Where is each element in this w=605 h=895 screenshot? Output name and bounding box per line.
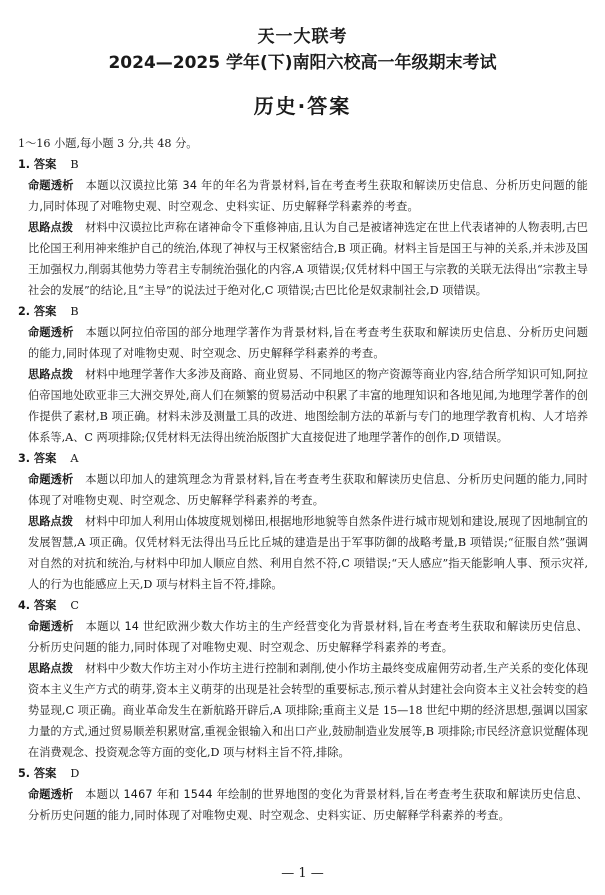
- hint-label: 思路点拨: [28, 368, 74, 381]
- answer-letter: B: [70, 158, 79, 171]
- hint-text: 材料中少数大作坊主对小作坊主进行控制和剥削,使小作坊主最终变成雇佣劳动者,生产关系的变化体现资本主义生产方式的萌芽,资本主义萌芽的出现是社会转型的重要标志,预示着从封建社会向资本主义社会转变的趋势显现,C 项正确。商业革命发生在新航路开辟后,A 项排除;重商主义是 15—18 世纪中期的经济思想,强调以国家力量的方式,通过贸易顺差积累财富,重视金银输入和出口产业,鼓励制造业发展等,B 项排除;市民经济意识觉醒体现在消费观念、投资观念等方面的变化,D 项与材料主旨不符,排除。: [28, 662, 588, 759]
- proposition-analysis: [18, 175, 588, 217]
- answer-letter: C: [70, 599, 79, 612]
- question-number: 4. 答案: [18, 599, 57, 612]
- proposition-analysis: [18, 322, 588, 364]
- question-2: [18, 301, 588, 448]
- hint-label: 思路点拨: [28, 662, 74, 675]
- analysis-label: 命题透析: [28, 788, 74, 801]
- exam-organizer: 天一大联考: [257, 27, 348, 47]
- analysis-text: 本题以阿拉伯帝国的部分地理学著作为背景材料,旨在考查考生获取和解读历史信息、分析历史问题的能力,同时体现了对唯物史观、时空观念、历史解释学科素养的考查。: [28, 326, 588, 360]
- page-title: 历史·答案: [253, 94, 352, 118]
- hint-text: 材料中印加人利用山体坡度规划梯田,根据地形地貌等自然条件进行城市规划和建设,展现了因地制宜的发展智慧,A 项正确。仅凭材料无法得出马丘比丘城的建造是出于军事防御的战略考量,B 项错误;“征服自然”强调对自然的对抗和统治,与材料中印加人顺应自然、利用自然不符,C 项错误;“天人感应”指天能影响人事、预示灾祥,人的行为也能感应上天,D 项与材料主旨不符,排除。: [28, 515, 588, 591]
- answer-line: [18, 448, 588, 469]
- question-number: 2. 答案: [18, 305, 57, 318]
- analysis-text: 本题以 1467 年和 1544 年绘制的世界地图的变化为背景材料,旨在考查考生获取和解读历史信息、分析历史问题的能力,同时体现了对唯物史观、时空观念、史料实证、历史解释学科素养的考查。: [28, 788, 588, 822]
- answer-line: [18, 301, 588, 322]
- proposition-analysis: [18, 784, 588, 826]
- proposition-analysis: [18, 469, 588, 511]
- hint-label: 思路点拨: [28, 515, 74, 528]
- answer-body: [18, 133, 588, 826]
- exam-title: 2024—2025 学年(下)南阳六校高一年级期末考试: [108, 53, 497, 73]
- question-4: [18, 595, 588, 763]
- hint-text: 材料中地理学著作大多涉及商路、商业贸易、不同地区的物产资源等商业内容,结合所学知识可知,阿拉伯帝国地处欧亚非三大洲交界处,商人们在频繁的贸易活动中积累了丰富的地理知识和各地见闻,为地理学著作的创作提供了素材,B 项正确。材料未涉及测量工具的改进、地图绘制方法的革新与专门的地理学教育机构、人才培养体系等,A、C 两项排除;仅凭材料无法得出统治版图扩大直接促进了地理学著作的创作,D 项错误。: [28, 368, 588, 444]
- analysis-text: 本题以汉谟拉比第 34 年的年名为背景材料,旨在考查考生获取和解读历史信息、分析历史问题的能力,同时体现了对唯物史观、时空观念、史料实证、历史解释学科素养的考查。: [28, 179, 588, 213]
- hint-text: 材料中汉谟拉比声称在诸神命令下重修神庙,且认为自己是被诸神选定在世上代表诸神的人物表明,古巴比伦国王利用神来维护自己的统治,体现了神权与王权紧密结合,B 项正确。材料主旨是国王与神的关系,并未涉及国王加强权力,削弱其他势力等君主专制统治强化的内容,A 项错误;仅凭材料中国王与宗教的关联无法得出“宗教主导社会的发展”的结论,且“主导”的说法过于绝对化,C 项错误;古巴比伦是奴隶制社会,D 项错误。: [28, 221, 588, 297]
- question-5: [18, 763, 588, 826]
- question-number: 1. 答案: [18, 158, 57, 171]
- hint-label: 思路点拨: [28, 221, 74, 234]
- question-3: [18, 448, 588, 595]
- answer-letter: B: [70, 305, 79, 318]
- answer-line: [18, 763, 588, 784]
- question-number: 5. 答案: [18, 767, 57, 780]
- reasoning-hint: [18, 511, 588, 595]
- reasoning-hint: [18, 217, 588, 301]
- answer-letter: D: [70, 767, 80, 780]
- analysis-text: 本题以印加人的建筑理念为背景材料,旨在考查考生获取和解读历史信息、分析历史问题的能力,同时体现了对唯物史观、时空观念、历史解释学科素养的考查。: [28, 473, 588, 507]
- answer-line: [18, 595, 588, 616]
- proposition-analysis: [18, 616, 588, 658]
- analysis-label: 命题透析: [28, 620, 74, 633]
- analysis-label: 命题透析: [28, 473, 74, 486]
- analysis-label: 命题透析: [28, 179, 74, 192]
- question-1: [18, 154, 588, 301]
- analysis-label: 命题透析: [28, 326, 74, 339]
- reasoning-hint: [18, 364, 588, 448]
- question-number: 3. 答案: [18, 452, 57, 465]
- answer-line: [18, 154, 588, 175]
- page-number: — 1 —: [281, 866, 324, 881]
- analysis-text: 本题以 14 世纪欧洲少数大作坊主的生产经营变化为背景材料,旨在考查考生获取和解读历史信息、分析历史问题的能力,同时体现了对唯物史观、时空观念、历史解释学科素养的考查。: [28, 620, 588, 654]
- reasoning-hint: [18, 658, 588, 763]
- answer-letter: A: [70, 452, 79, 465]
- section-intro: 1～16 小题,每小题 3 分,共 48 分。: [18, 137, 198, 150]
